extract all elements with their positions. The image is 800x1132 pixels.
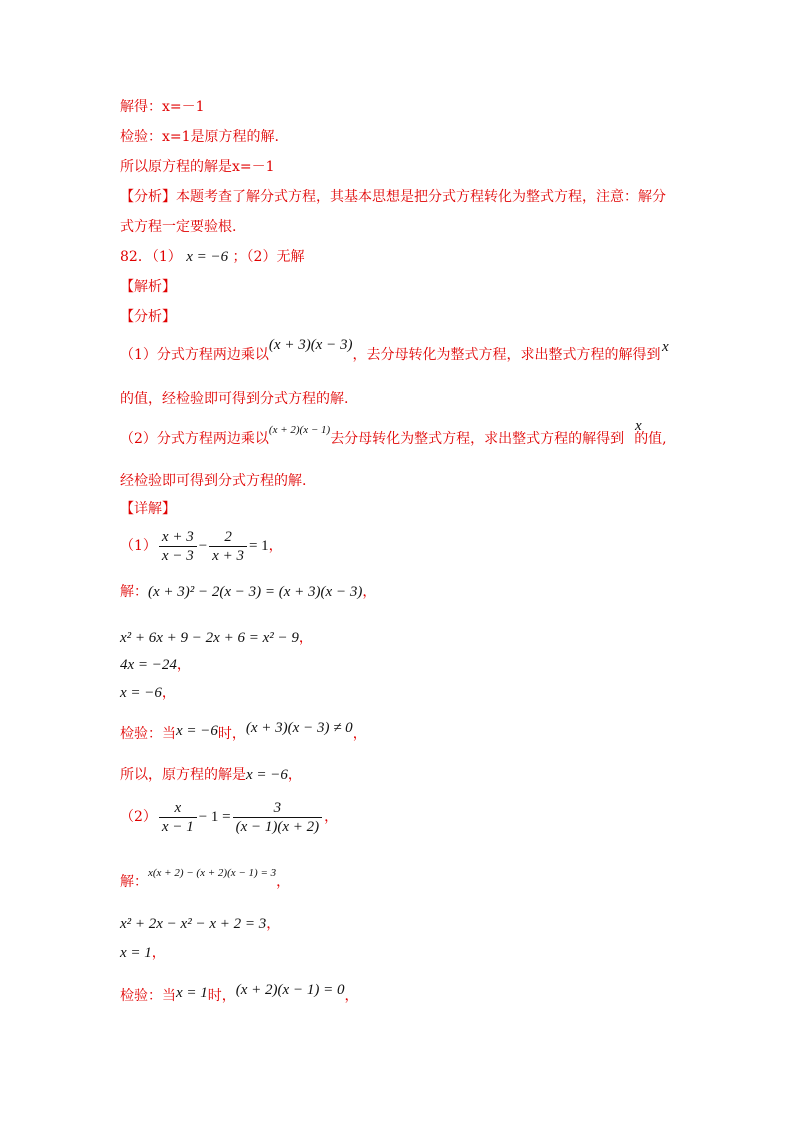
check-line: 检验：x=1是原方程的解. bbox=[120, 129, 279, 145]
analysis-text: 【分析】本题考查了解分式方程，其基本思想是把分式方程转化为整式方程，注意：解分 bbox=[120, 189, 666, 205]
variable-x: x bbox=[662, 339, 669, 355]
step-expression: x² + 2x − x² − x + 2 = 3 bbox=[120, 916, 267, 932]
analysis-part-2 bbox=[120, 424, 667, 450]
fraction-denominator: (x − 1)(x + 2) bbox=[235, 818, 320, 835]
question-82-line bbox=[120, 247, 304, 267]
equation-1-label: （1） bbox=[120, 538, 157, 554]
conclusion-label: 所以，原方程的解是 bbox=[120, 767, 246, 783]
punct: ， bbox=[161, 685, 176, 701]
fraction-denominator: x − 1 bbox=[161, 818, 194, 835]
equation-2-label: （2） bbox=[120, 809, 157, 825]
fraction-denominator: x + 3 bbox=[212, 547, 244, 564]
check-label: 检验：当 bbox=[120, 726, 176, 742]
equals-one: = 1 bbox=[248, 538, 269, 554]
fraction-3 bbox=[159, 799, 197, 836]
analysis-part-2-text-c: 的值, bbox=[634, 431, 667, 447]
step-expression: x = 1 bbox=[120, 945, 152, 961]
step-expression: x(x + 2) − (x + 2)(x − 1) = 3 bbox=[148, 867, 277, 879]
punct: ， bbox=[352, 726, 367, 742]
fraction-denominator: x − 3 bbox=[161, 547, 194, 564]
minus-one-equals: − 1 = bbox=[198, 809, 231, 825]
conclusion-value: x = −6 bbox=[246, 767, 288, 783]
punct: ， bbox=[298, 630, 313, 646]
step-expression: x² + 6x + 9 − 2x + 6 = x² − 9 bbox=[120, 630, 299, 646]
punct: ， bbox=[324, 809, 339, 825]
fenxi-heading: 【分析】 bbox=[120, 309, 176, 325]
analysis-part-1-cont: 的值，经检验即可得到分式方程的解. bbox=[120, 391, 349, 407]
equation-1 bbox=[120, 526, 283, 566]
analysis-part-1 bbox=[120, 337, 661, 365]
conclusion-1 bbox=[120, 765, 302, 785]
check-value: x = −6 bbox=[176, 723, 218, 739]
punct: ， bbox=[268, 538, 283, 554]
check-expression: (x + 2)(x − 1) = 0 bbox=[235, 982, 345, 998]
step-1 bbox=[120, 582, 376, 602]
check-label: 检验：当 bbox=[120, 988, 176, 1004]
punct: ， bbox=[176, 657, 191, 673]
punct: ， bbox=[266, 916, 281, 932]
analysis-part-2-text: （2）分式方程两边乘以 bbox=[120, 431, 269, 447]
fraction-numerator: x bbox=[159, 799, 197, 818]
analysis-part-1-text: （1）分式方程两边乘以 bbox=[120, 347, 269, 363]
step-2 bbox=[120, 628, 313, 648]
fraction-numerator: x + 3 bbox=[159, 528, 197, 547]
fraction-numerator: 2 bbox=[209, 528, 247, 547]
punct: ， bbox=[151, 945, 166, 961]
step-4 bbox=[120, 683, 176, 703]
question-number: 82．（1） bbox=[120, 249, 182, 265]
check-2 bbox=[120, 982, 359, 1006]
punct: ， bbox=[287, 767, 302, 783]
check-1 bbox=[120, 720, 367, 744]
conclusion-line: 所以原方程的解是x=－1 bbox=[120, 159, 275, 175]
equation-2 bbox=[120, 797, 338, 837]
step-2-2 bbox=[120, 914, 280, 934]
step-2-3 bbox=[120, 943, 166, 963]
solve-label: 解： bbox=[120, 584, 148, 600]
check-when: 时， bbox=[217, 726, 246, 742]
analysis-text-cont: 式方程一定要验根. bbox=[120, 219, 237, 235]
analysis-part-2-text-b: 去分母转化为整式方程，求出整式方程的解得到 bbox=[330, 431, 625, 447]
step-expression: 4x = −24 bbox=[120, 657, 177, 673]
fraction-numerator: 3 bbox=[233, 799, 323, 818]
step-3 bbox=[120, 655, 191, 675]
check-expression: (x + 3)(x − 3) ≠ 0 bbox=[245, 720, 353, 736]
step-expression: x = −6 bbox=[120, 685, 162, 701]
check-when: 时， bbox=[207, 988, 236, 1004]
solution-line: 解得：x=－1 bbox=[120, 99, 205, 115]
step-2-1 bbox=[120, 867, 291, 893]
step-expression: (x + 3)² − 2(x − 3) = (x + 3)(x − 3) bbox=[148, 584, 363, 600]
variable-x-2: x bbox=[635, 418, 642, 434]
jiexi-heading: 【解析】 bbox=[120, 279, 176, 295]
multiplier-expr-2: (x + 2)(x − 1) bbox=[268, 424, 331, 436]
multiplier-expr-1: (x + 3)(x − 3) bbox=[268, 337, 353, 353]
fraction-2 bbox=[209, 528, 247, 565]
analysis-part-2-cont: 经检验即可得到分式方程的解. bbox=[120, 473, 307, 489]
punct: ， bbox=[362, 584, 377, 600]
answer-1: x = −6 bbox=[186, 249, 229, 265]
punct: ， bbox=[276, 874, 291, 890]
xiangjie-heading: 【详解】 bbox=[120, 501, 176, 517]
answer-2: ；（2）无解 bbox=[232, 249, 305, 265]
check-value: x = 1 bbox=[176, 985, 208, 1001]
fraction-1 bbox=[159, 528, 197, 565]
fraction-4 bbox=[233, 799, 323, 836]
punct: ， bbox=[344, 988, 359, 1004]
minus-sign: − bbox=[198, 538, 208, 554]
analysis-part-1-text-b: ，去分母转化为整式方程，求出整式方程的解得到 bbox=[352, 347, 661, 363]
solve-label: 解： bbox=[120, 874, 148, 890]
